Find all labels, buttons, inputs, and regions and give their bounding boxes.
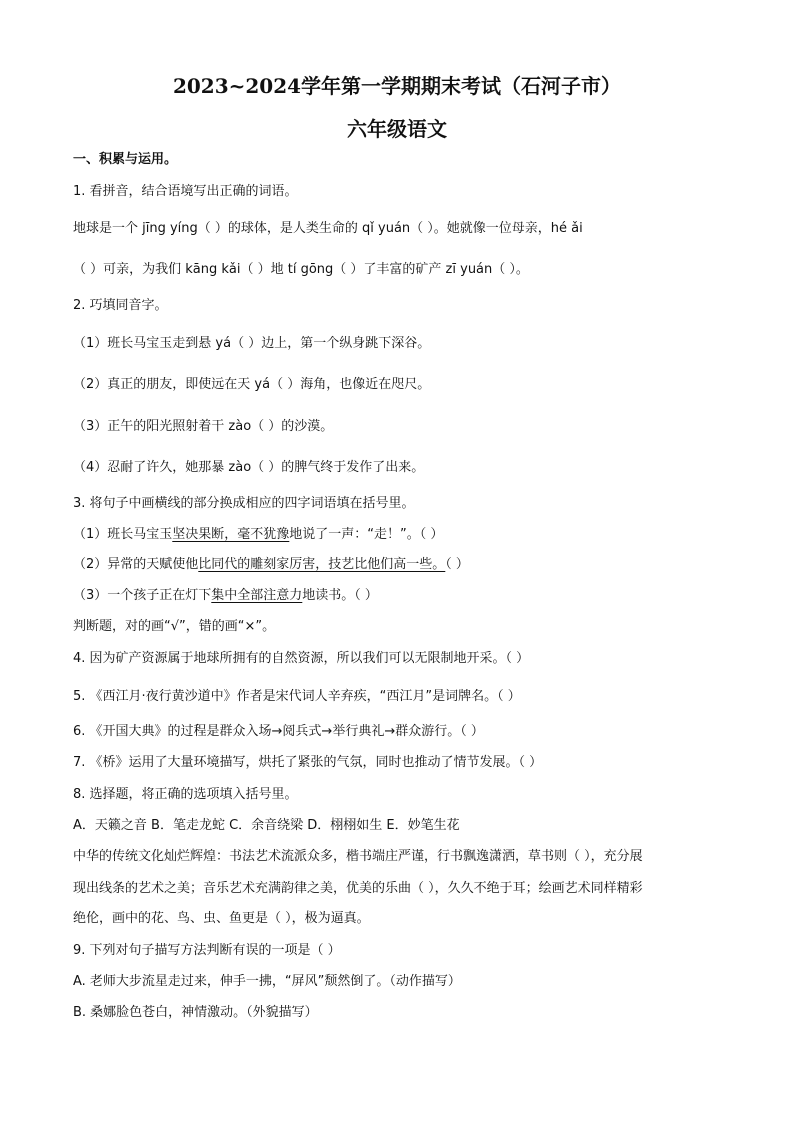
q3-item-1-suffix: 地说了一声：“走！”。（ ） — [289, 527, 444, 542]
q3-item-3-suffix: 地读书。（ ） — [302, 588, 378, 603]
q3-item-3-underlined: 集中全部注意力 — [211, 588, 303, 603]
q9-option-a: A. 老师大步流星走过来，伸手一拂，“屏风”颓然倒了。（动作描写） — [73, 974, 461, 989]
q2-item-2: （2）真正的朋友，即使远在天 yá（ ）海角，也像近在咫尺。 — [73, 377, 431, 392]
q3-item-1-underlined: 坚决果断，毫不犹豫 — [172, 527, 290, 542]
judge-item-5: 5. 《西江月·夜行黄沙道中》作者是宋代词人辛弃疾，“西江月”是词牌名。（ ） — [73, 689, 521, 704]
q3-item-2-suffix: （ ） — [445, 557, 469, 572]
q2-item-4: （4）忍耐了许久，她那暴 zào（ ）的脾气终于发作了出来。 — [73, 460, 425, 475]
q8-stem: 8. 选择题，将正确的选项填入括号里。 — [73, 787, 298, 802]
q8-paragraph-line-3: 绝伦，画中的花、鸟、虫、鱼更是（ ），极为逼真。 — [73, 911, 370, 926]
exam-subtitle: 六年级语文 — [347, 117, 447, 141]
q3-stem: 3. 将句子中画横线的部分换成相应的四字词语填在括号里。 — [73, 496, 415, 511]
q2-stem: 2. 巧填同音字。 — [73, 298, 168, 313]
judge-stem: 判断题，对的画“√”，错的画“×”。 — [73, 619, 276, 634]
q2-item-3: （3）正午的阳光照射着干 zào（ ）的沙漠。 — [73, 419, 334, 434]
q3-item-1 — [73, 526, 443, 544]
section-heading: 一、积累与运用。 — [73, 152, 178, 167]
q1-line-1: 地球是一个 jīng yíng（ ）的球体，是人类生命的 qǐ yuán（ ）。她就像一位母亲，hé ǎi — [73, 221, 583, 236]
q3-item-3 — [73, 587, 378, 605]
judge-item-6: 6. 《开国大典》的过程是群众入场→阅兵式→举行典礼→群众游行。（ ） — [73, 724, 484, 739]
q8-paragraph-line-2: 现出线条的艺术之美；音乐艺术充满韵律之美，优美的乐曲（ ），久久不绝于耳；绘画艺术同样精彩 — [73, 881, 643, 896]
q9-stem: 9. 下列对句子描写方法判断有误的一项是（ ） — [73, 943, 341, 958]
judge-item-7: 7. 《桥》运用了大量环境描写，烘托了紧张的气氛，同时也推动了情节发展。（ ） — [73, 755, 543, 770]
q3-item-1-prefix: （1）班长马宝玉 — [73, 527, 173, 542]
q2-item-1: （1）班长马宝玉走到悬 yá（ ）边上，第一个纵身跳下深谷。 — [73, 336, 431, 351]
q9-option-b: B. 桑娜脸色苍白，神情激动。（外貌描写） — [73, 1005, 318, 1020]
exam-title: 2023~2024学年第一学期期末考试（石河子市） — [172, 74, 622, 98]
q3-item-2-prefix: （2）异常的天赋使他 — [73, 557, 199, 572]
q3-item-3-prefix: （3）一个孩子正在灯下 — [73, 588, 212, 603]
q1-line-2: （ ）可亲，为我们 kāng kǎi（ ）地 tí gōng（ ）了丰富的矿产 zī yuán（ ）。 — [73, 262, 529, 277]
q8-options: A．天籁之音 B．笔走龙蛇 C．余音绕梁 D．栩栩如生 E．妙笔生花 — [73, 818, 460, 833]
judge-item-4: 4. 因为矿产资源属于地球所拥有的自然资源，所以我们可以无限制地开采。（ ） — [73, 651, 530, 666]
q3-item-2 — [73, 556, 469, 574]
q3-item-2-underlined: 比同代的雕刻家厉害，技艺比他们高一些。 — [198, 557, 446, 572]
q8-paragraph-line-1: 中华的传统文化灿烂辉煌：书法艺术流派众多，楷书端庄严谨，行书飘逸潇洒，草书则（ ），充分展 — [73, 849, 643, 864]
q1-stem: 1. 看拼音，结合语境写出正确的词语。 — [73, 184, 298, 199]
